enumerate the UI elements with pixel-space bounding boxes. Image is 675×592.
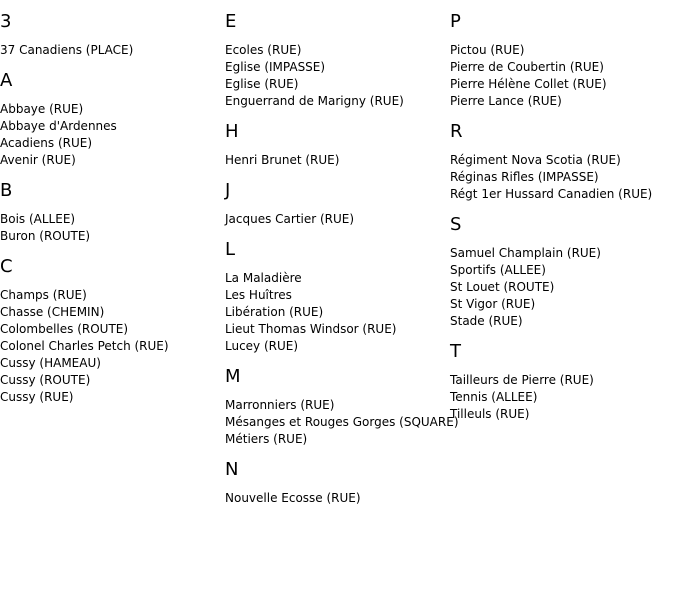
street-item: Réginas Rifles (IMPASSE) xyxy=(450,170,599,184)
street-list xyxy=(0,287,169,406)
street-list xyxy=(450,372,652,423)
street-list xyxy=(225,270,459,355)
section-letter-heading: E xyxy=(225,11,237,32)
street-item: Bois (ALLEE) xyxy=(0,212,76,226)
street-list xyxy=(0,211,169,245)
section-letter-heading: H xyxy=(225,121,239,142)
section-letter-heading: T xyxy=(450,341,461,362)
letter-section xyxy=(0,71,169,169)
street-item: Libération (RUE) xyxy=(225,305,324,319)
street-list xyxy=(450,245,652,330)
street-item: Stade (RUE) xyxy=(450,314,523,328)
street-item: Ecoles (RUE) xyxy=(225,43,302,57)
street-item: Avenir (RUE) xyxy=(0,153,76,167)
letter-section xyxy=(225,460,459,507)
letter-section xyxy=(450,12,652,110)
street-item: St Vigor (RUE) xyxy=(450,297,536,311)
street-list xyxy=(225,397,459,448)
street-item: Abbaye (RUE) xyxy=(0,102,84,116)
street-item: Mésanges et Rouges Gorges (SQUARE) xyxy=(225,415,459,429)
section-letter-heading: S xyxy=(450,214,462,235)
street-item: Enguerrand de Marigny (RUE) xyxy=(225,94,404,108)
street-item: Pierre Lance (RUE) xyxy=(450,94,562,108)
letter-section xyxy=(0,181,169,245)
street-item: Eglise (IMPASSE) xyxy=(225,60,326,74)
street-item: La Maladière xyxy=(225,271,302,285)
letter-section xyxy=(225,12,459,110)
street-item: Pierre Hélène Collet (RUE) xyxy=(450,77,607,91)
street-item: Pictou (RUE) xyxy=(450,43,525,57)
street-list xyxy=(450,42,652,110)
street-list xyxy=(450,152,652,203)
street-column-1 xyxy=(0,0,169,415)
street-column-3 xyxy=(450,0,652,432)
street-item: Les Huîtres xyxy=(225,288,292,302)
street-item: Acadiens (RUE) xyxy=(0,136,93,150)
section-letter-heading: A xyxy=(0,70,13,91)
street-item: Cussy (HAMEAU) xyxy=(0,356,101,370)
street-item: Champs (RUE) xyxy=(0,288,87,302)
section-letter-heading: C xyxy=(0,256,13,277)
street-item: Pierre de Coubertin (RUE) xyxy=(450,60,604,74)
street-item: Tennis (ALLEE) xyxy=(450,390,538,404)
section-letter-heading: J xyxy=(225,180,231,201)
street-item: Cussy (ROUTE) xyxy=(0,373,91,387)
street-item: Chasse (CHEMIN) xyxy=(0,305,105,319)
letter-section xyxy=(225,240,459,355)
street-column-2 xyxy=(225,0,459,516)
section-letter-heading: L xyxy=(225,239,236,260)
section-letter-heading: P xyxy=(450,11,461,32)
street-list xyxy=(0,42,169,59)
street-list xyxy=(225,42,459,110)
street-item: Nouvelle Ecosse (RUE) xyxy=(225,491,361,505)
letter-section xyxy=(450,342,652,423)
letter-section xyxy=(0,12,169,59)
street-item: Tilleuls (RUE) xyxy=(450,407,530,421)
section-letter-heading: 3 xyxy=(0,11,12,32)
street-item: Cussy (RUE) xyxy=(0,390,74,404)
street-list xyxy=(225,152,459,169)
street-item: Henri Brunet (RUE) xyxy=(225,153,340,167)
section-letter-heading: N xyxy=(225,459,239,480)
street-item: Colonel Charles Petch (RUE) xyxy=(0,339,169,353)
letter-section xyxy=(0,257,169,406)
street-item: Colombelles (ROUTE) xyxy=(0,322,129,336)
street-item: Jacques Cartier (RUE) xyxy=(225,212,355,226)
street-item: Régt 1er Hussard Canadien (RUE) xyxy=(450,187,653,201)
street-list xyxy=(225,490,459,507)
street-item: Lucey (RUE) xyxy=(225,339,299,353)
street-item: Abbaye d'Ardennes xyxy=(0,119,117,133)
letter-section xyxy=(225,367,459,448)
street-list xyxy=(225,211,459,228)
street-item: Sportifs (ALLEE) xyxy=(450,263,546,277)
street-item: Tailleurs de Pierre (RUE) xyxy=(450,373,594,387)
street-item: Régiment Nova Scotia (RUE) xyxy=(450,153,621,167)
letter-section xyxy=(450,215,652,330)
street-item: 37 Canadiens (PLACE) xyxy=(0,43,134,57)
street-item: Buron (ROUTE) xyxy=(0,229,91,243)
street-item: Marronniers (RUE) xyxy=(225,398,335,412)
street-item: Eglise (RUE) xyxy=(225,77,299,91)
street-item: Samuel Champlain (RUE) xyxy=(450,246,601,260)
letter-section xyxy=(450,122,652,203)
street-item: St Louet (ROUTE) xyxy=(450,280,555,294)
street-list xyxy=(0,101,169,169)
section-letter-heading: M xyxy=(225,366,241,387)
street-item: Métiers (RUE) xyxy=(225,432,308,446)
street-item: Lieut Thomas Windsor (RUE) xyxy=(225,322,397,336)
letter-section xyxy=(225,122,459,169)
section-letter-heading: B xyxy=(0,180,13,201)
section-letter-heading: R xyxy=(450,121,463,142)
letter-section xyxy=(225,181,459,228)
